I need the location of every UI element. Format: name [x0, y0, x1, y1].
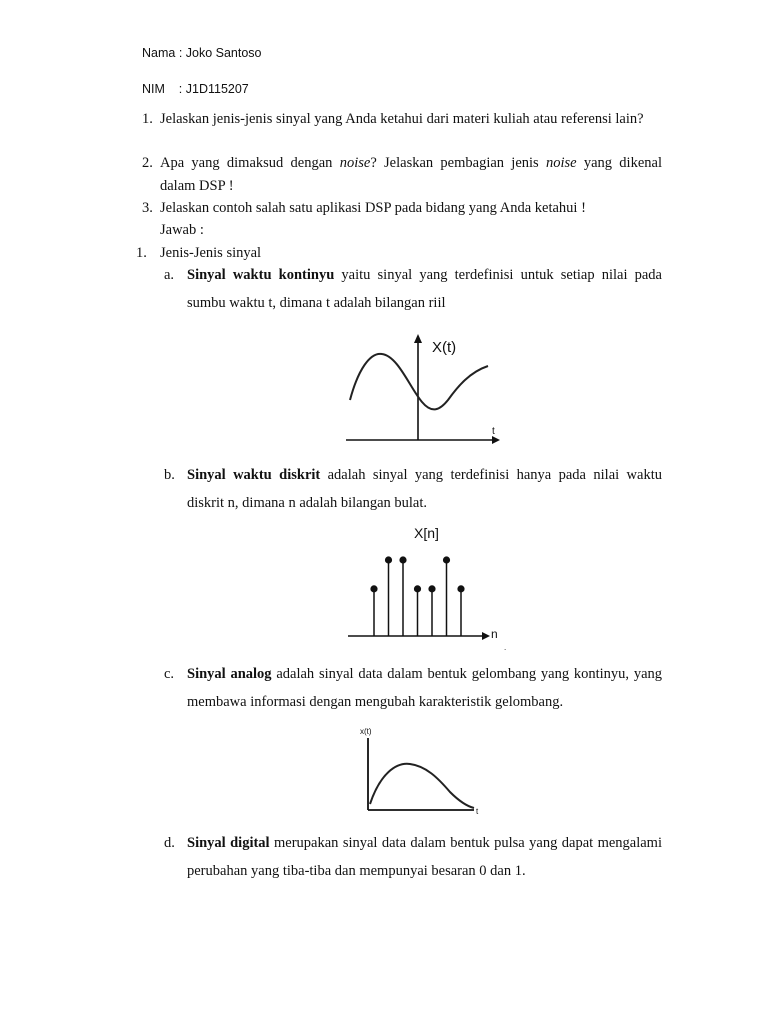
emphasis-noise: noise — [545, 155, 577, 171]
item-analog-signal — [164, 660, 662, 716]
stem-dot — [385, 556, 392, 563]
x-axis-label: t — [492, 426, 495, 437]
item-term: Sinyal waktu diskrit — [187, 467, 321, 483]
x-axis-arrow-icon — [492, 436, 500, 444]
item-term: Sinyal digital — [187, 835, 270, 851]
continuous-signal-figure — [340, 330, 510, 448]
x-axis-label: t — [476, 807, 479, 816]
item-body — [187, 829, 662, 885]
x-axis-arrow-icon — [482, 632, 490, 640]
stem-dot — [370, 585, 377, 592]
item-continuous-signal — [164, 261, 662, 317]
item-label: b. — [164, 467, 175, 483]
stem-dot — [399, 556, 406, 563]
trailing-dot: . — [504, 643, 507, 652]
question-text: Apa yang dimaksud dengan noise? Jelaskan pembagian jenis noise yang dikenal dalam DSP ! — [160, 155, 662, 194]
discrete-signal-figure — [344, 522, 514, 652]
item-text: adalah sinyal data dalam bentuk gelombang yang kontinyu, yang membawa informasi dengan mengubah karakteristik gelombang. — [187, 666, 663, 710]
item-body — [187, 660, 662, 716]
stem-dot — [428, 585, 435, 592]
question-2 — [142, 152, 662, 198]
stem-dot — [443, 556, 450, 563]
item-text: adalah sinyal yang terdefinisi hanya pada nilai waktu diskrit n, dimana n adalah bilangan bulat. — [187, 467, 662, 511]
y-axis-arrow-icon — [414, 334, 422, 343]
question-number: 3. — [142, 200, 153, 216]
item-term: Sinyal waktu kontinyu — [187, 267, 335, 283]
item-text: yaitu sinyal yang terdefinisi untuk setiap nilai pada sumbu waktu t, dimana t adalah bilangan riil — [187, 267, 662, 311]
y-axis-label: X[n] — [414, 525, 439, 541]
item-discrete-signal — [164, 461, 662, 517]
jawab-label: Jawab : — [160, 222, 204, 238]
stem-group — [370, 556, 464, 636]
student-name: Nama : Joko Santoso — [142, 46, 262, 60]
item-text: merupakan sinyal data dalam bentuk pulsa yang dapat mengalami perubahan yang tiba-tiba dan mempunyai besaran 0 dan 1. — [187, 835, 662, 879]
continuous-wave — [350, 354, 488, 410]
item-body — [187, 461, 662, 517]
question-text: Jelaskan jenis-jenis sinyal yang Anda ketahui dari materi kuliah atau referensi lain? — [160, 111, 644, 127]
question-1 — [142, 108, 662, 131]
question-3 — [142, 197, 662, 220]
question-number: 2. — [142, 155, 153, 171]
answer-heading: Jenis-Jenis sinyal — [160, 245, 262, 261]
item-digital-signal — [164, 829, 662, 885]
y-axis-label: X(t) — [432, 339, 457, 356]
item-label: d. — [164, 835, 175, 851]
stem-dot — [414, 585, 421, 592]
item-label: a. — [164, 267, 175, 283]
student-nim: NIM : J1D115207 — [142, 82, 249, 96]
y-axis-label: x(t) — [360, 727, 372, 736]
analog-wave — [370, 764, 474, 808]
question-number: 1. — [142, 111, 153, 127]
question-text: Jelaskan contoh salah satu aplikasi DSP pada bidang yang Anda ketahui ! — [160, 200, 586, 216]
x-axis-label: n — [491, 627, 498, 641]
item-label: c. — [164, 666, 175, 682]
analog-signal-figure — [358, 722, 488, 820]
item-body — [187, 261, 662, 317]
emphasis-noise: noise — [339, 155, 371, 171]
item-term: Sinyal analog — [187, 666, 272, 682]
stem-dot — [457, 585, 464, 592]
answer-number: 1. — [136, 245, 147, 261]
